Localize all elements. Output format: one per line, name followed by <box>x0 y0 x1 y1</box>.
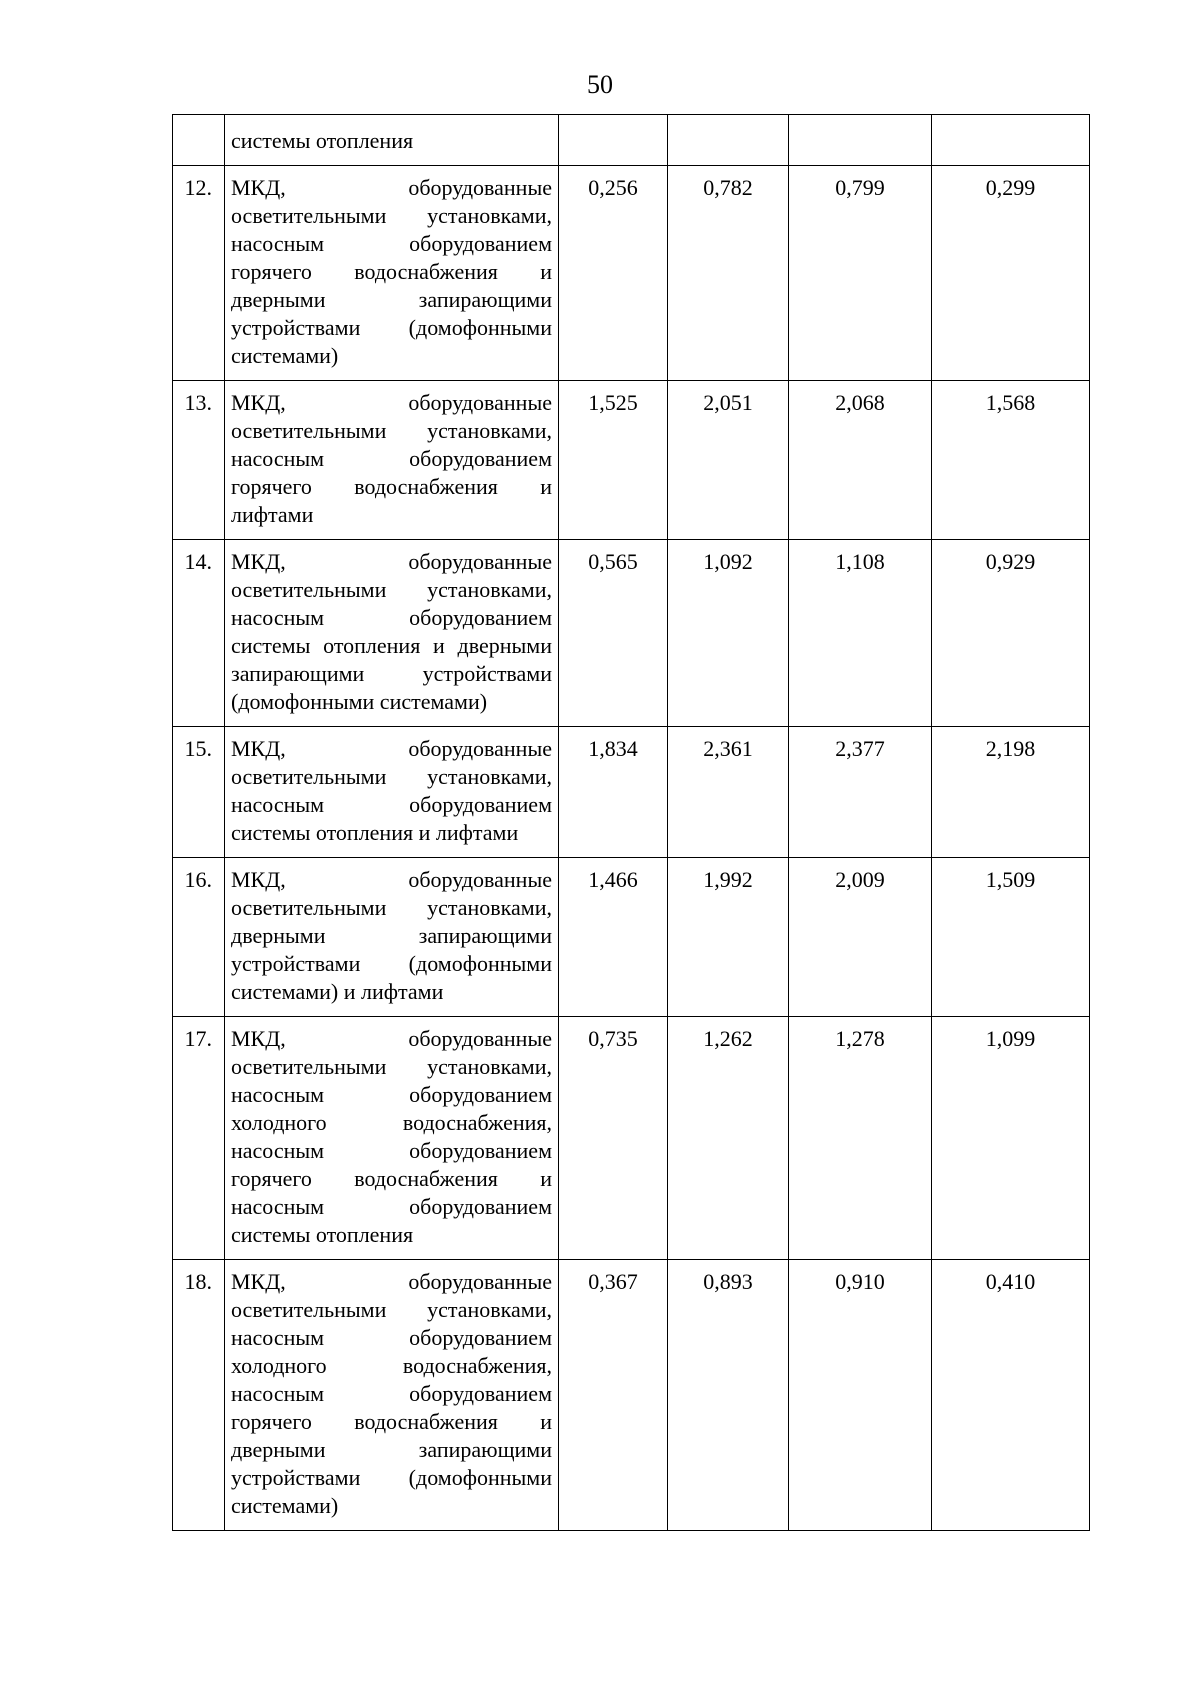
table-row-continuation <box>173 115 1090 166</box>
row-description: системы отопления <box>225 115 559 166</box>
row-description: МКД, оборудованные осветительными установками, насосным оборудованием системы отопления и лифтами <box>225 727 559 858</box>
value-cell <box>789 115 932 166</box>
row-number: 14. <box>173 540 225 727</box>
value-cell: 1,834 <box>559 727 668 858</box>
value-cell: 0,256 <box>559 166 668 381</box>
coefficients-table <box>172 114 1090 1531</box>
value-cell: 1,992 <box>668 858 789 1017</box>
value-cell <box>932 115 1090 166</box>
table-row-12 <box>173 166 1090 381</box>
value-cell: 0,735 <box>559 1017 668 1260</box>
value-cell: 0,367 <box>559 1260 668 1531</box>
page-number: 50 <box>587 70 613 99</box>
table-row-18 <box>173 1260 1090 1531</box>
value-cell: 1,278 <box>789 1017 932 1260</box>
value-cell: 1,262 <box>668 1017 789 1260</box>
row-description: МКД, оборудованные осветительными установками, насосным оборудованием холодного водоснабжения, насосным оборудованием горячего водоснабжения и дверными запирающими устройствами (домофонными системами) <box>225 1260 559 1531</box>
row-number: 17. <box>173 1017 225 1260</box>
row-description: МКД, оборудованные осветительными установками, насосным оборудованием горячего водоснабжения и дверными запирающими устройствами (домофонными системами) <box>225 166 559 381</box>
value-cell <box>668 115 789 166</box>
value-cell: 0,565 <box>559 540 668 727</box>
value-cell: 1,568 <box>932 381 1090 540</box>
value-cell: 2,051 <box>668 381 789 540</box>
value-cell: 0,782 <box>668 166 789 381</box>
value-cell: 0,910 <box>789 1260 932 1531</box>
value-cell: 2,361 <box>668 727 789 858</box>
table-row-16 <box>173 858 1090 1017</box>
row-number: 18. <box>173 1260 225 1531</box>
value-cell: 1,466 <box>559 858 668 1017</box>
value-cell: 1,509 <box>932 858 1090 1017</box>
row-description: МКД, оборудованные осветительными установками, насосным оборудованием горячего водоснабжения и лифтами <box>225 381 559 540</box>
row-number: 12. <box>173 166 225 381</box>
row-number: 13. <box>173 381 225 540</box>
value-cell: 2,009 <box>789 858 932 1017</box>
table-row-17 <box>173 1017 1090 1260</box>
value-cell: 1,108 <box>789 540 932 727</box>
table-row-13 <box>173 381 1090 540</box>
value-cell: 1,099 <box>932 1017 1090 1260</box>
row-description: МКД, оборудованные осветительными установками, дверными запирающими устройствами (домофонными системами) и лифтами <box>225 858 559 1017</box>
value-cell: 0,299 <box>932 166 1090 381</box>
row-number: 15. <box>173 727 225 858</box>
value-cell: 1,092 <box>668 540 789 727</box>
value-cell: 0,410 <box>932 1260 1090 1531</box>
value-cell: 0,799 <box>789 166 932 381</box>
value-cell: 2,198 <box>932 727 1090 858</box>
table-row-14 <box>173 540 1090 727</box>
row-number: 16. <box>173 858 225 1017</box>
value-cell: 1,525 <box>559 381 668 540</box>
value-cell: 2,377 <box>789 727 932 858</box>
value-cell: 2,068 <box>789 381 932 540</box>
row-description: МКД, оборудованные осветительными установками, насосным оборудованием холодного водоснабжения, насосным оборудованием горячего водоснабжения и насосным оборудованием системы отопления <box>225 1017 559 1260</box>
row-number-cell <box>173 115 225 166</box>
value-cell <box>559 115 668 166</box>
value-cell: 0,929 <box>932 540 1090 727</box>
value-cell: 0,893 <box>668 1260 789 1531</box>
table-row-15 <box>173 727 1090 858</box>
row-description: МКД, оборудованные осветительными установками, насосным оборудованием системы отопления и дверными запирающими устройствами (домофонными системами) <box>225 540 559 727</box>
